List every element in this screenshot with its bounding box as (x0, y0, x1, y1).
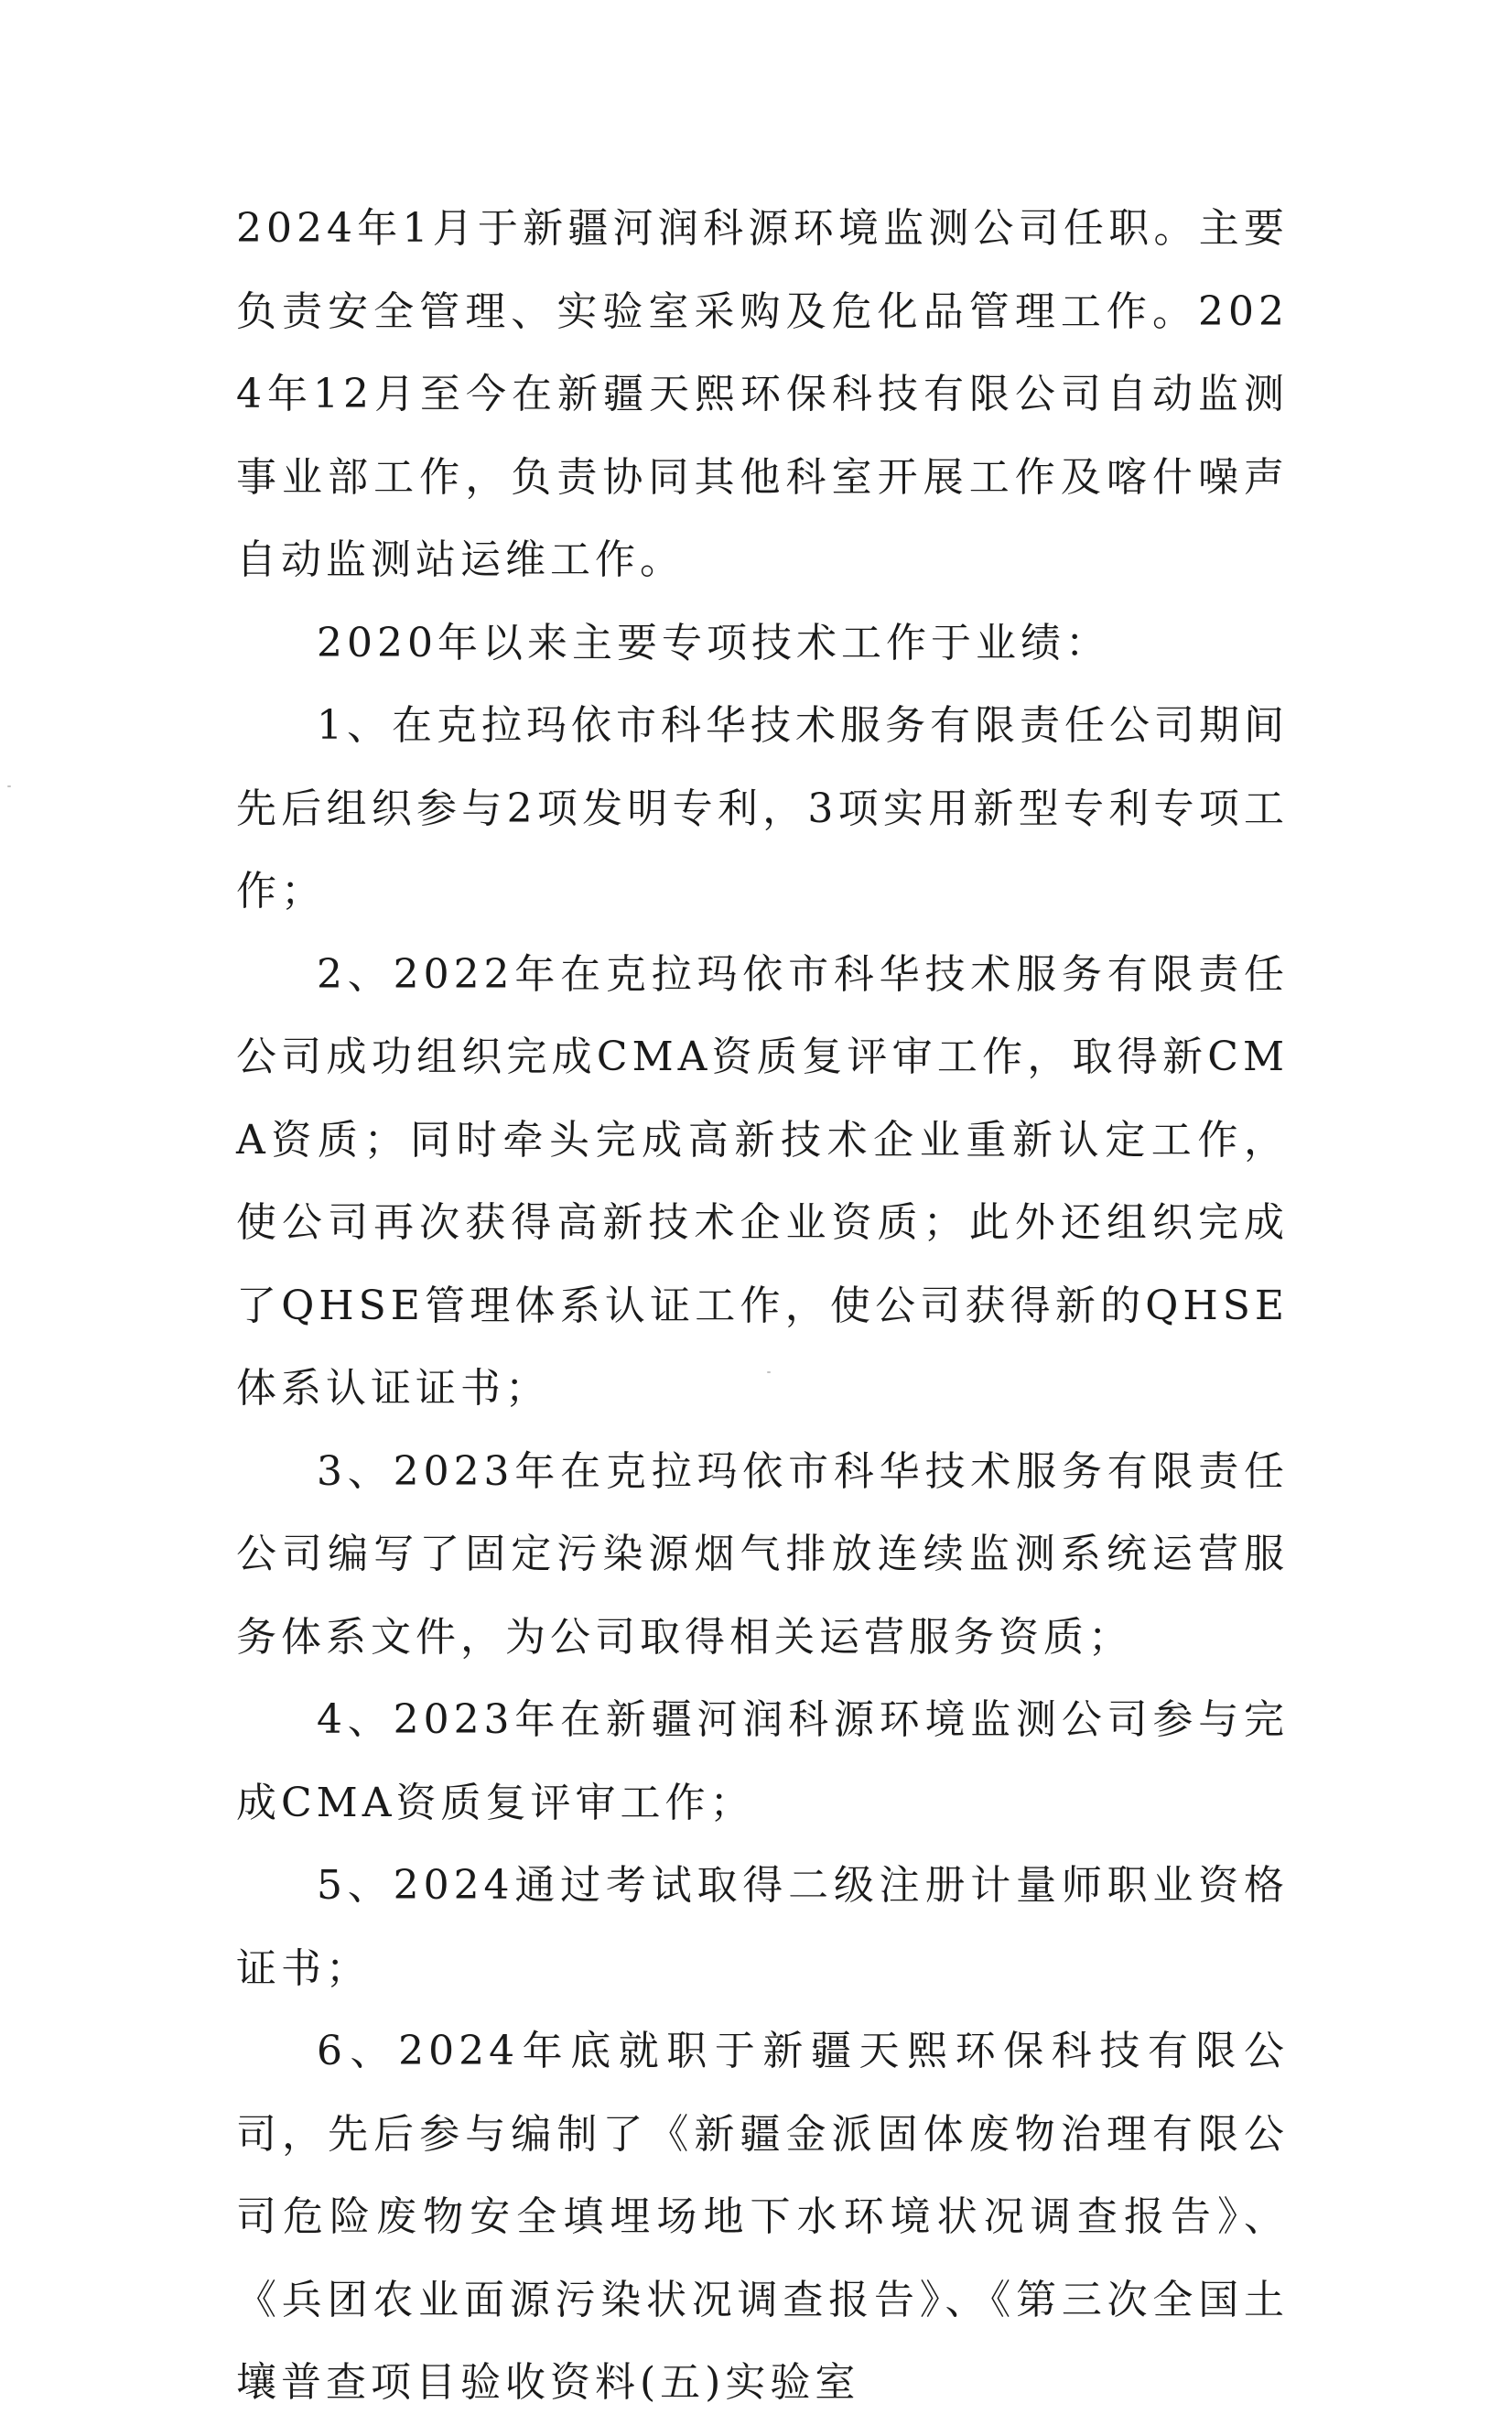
paragraph-employment-history: 2024年1月于新疆河润科源环境监测公司任职。主要负责安全管理、实验室采购及危化品管理工作。2024年12月至今在新疆天熙环保科技有限公司自动监测事业部工作，负责协同其他科室开展工作及喀什噪声自动监测站运维工作。 (236, 205, 1289, 583)
paragraph-achievements-heading: 2020年以来主要专项技术工作于业绩： (317, 619, 1110, 666)
scan-artifact (7, 785, 11, 787)
paragraph-item-1: 1、在克拉玛依市科华技术服务有限责任公司期间先后组织参与2项发明专利，3项实用新型专利专项工作； (236, 702, 1289, 915)
scan-artifact (767, 1371, 771, 1373)
paragraph-item-5: 5、2024通过考试取得二级注册计量师职业资格证书； (236, 1862, 1289, 1992)
paragraph-item-4: 4、2023年在新疆河润科源环境监测公司参与完成CMA资质复评审工作； (236, 1696, 1289, 1826)
paragraph-item-6: 6、2024年底就职于新疆天熙环保科技有限公司，先后参与编制了《新疆金派固体废物治理有限公司危险废物安全填埋场地下水环境状况调查报告》、《兵团农业面源污染状况调查报告》、《第三次全国土壤普查项目验收资料(五)实验室 (236, 2028, 1289, 2406)
paragraph-item-3: 3、2023年在克拉玛依市科华技术服务有限责任公司编写了固定污染源烟气排放连续监测系统运营服务体系文件，为公司取得相关运营服务资质； (236, 1447, 1289, 1661)
paragraph-item-2: 2、2022年在克拉玛依市科华技术服务有限责任公司成功组织完成CMA资质复评审工作，取得新CMA资质；同时牵头完成高新技术企业重新认定工作，使公司再次获得高新技术企业资质；此外还组织完成了QHSE管理体系认证工作，使公司获得新的QHSE体系认证证书； (236, 950, 1289, 1412)
document-body (236, 188, 1289, 2425)
